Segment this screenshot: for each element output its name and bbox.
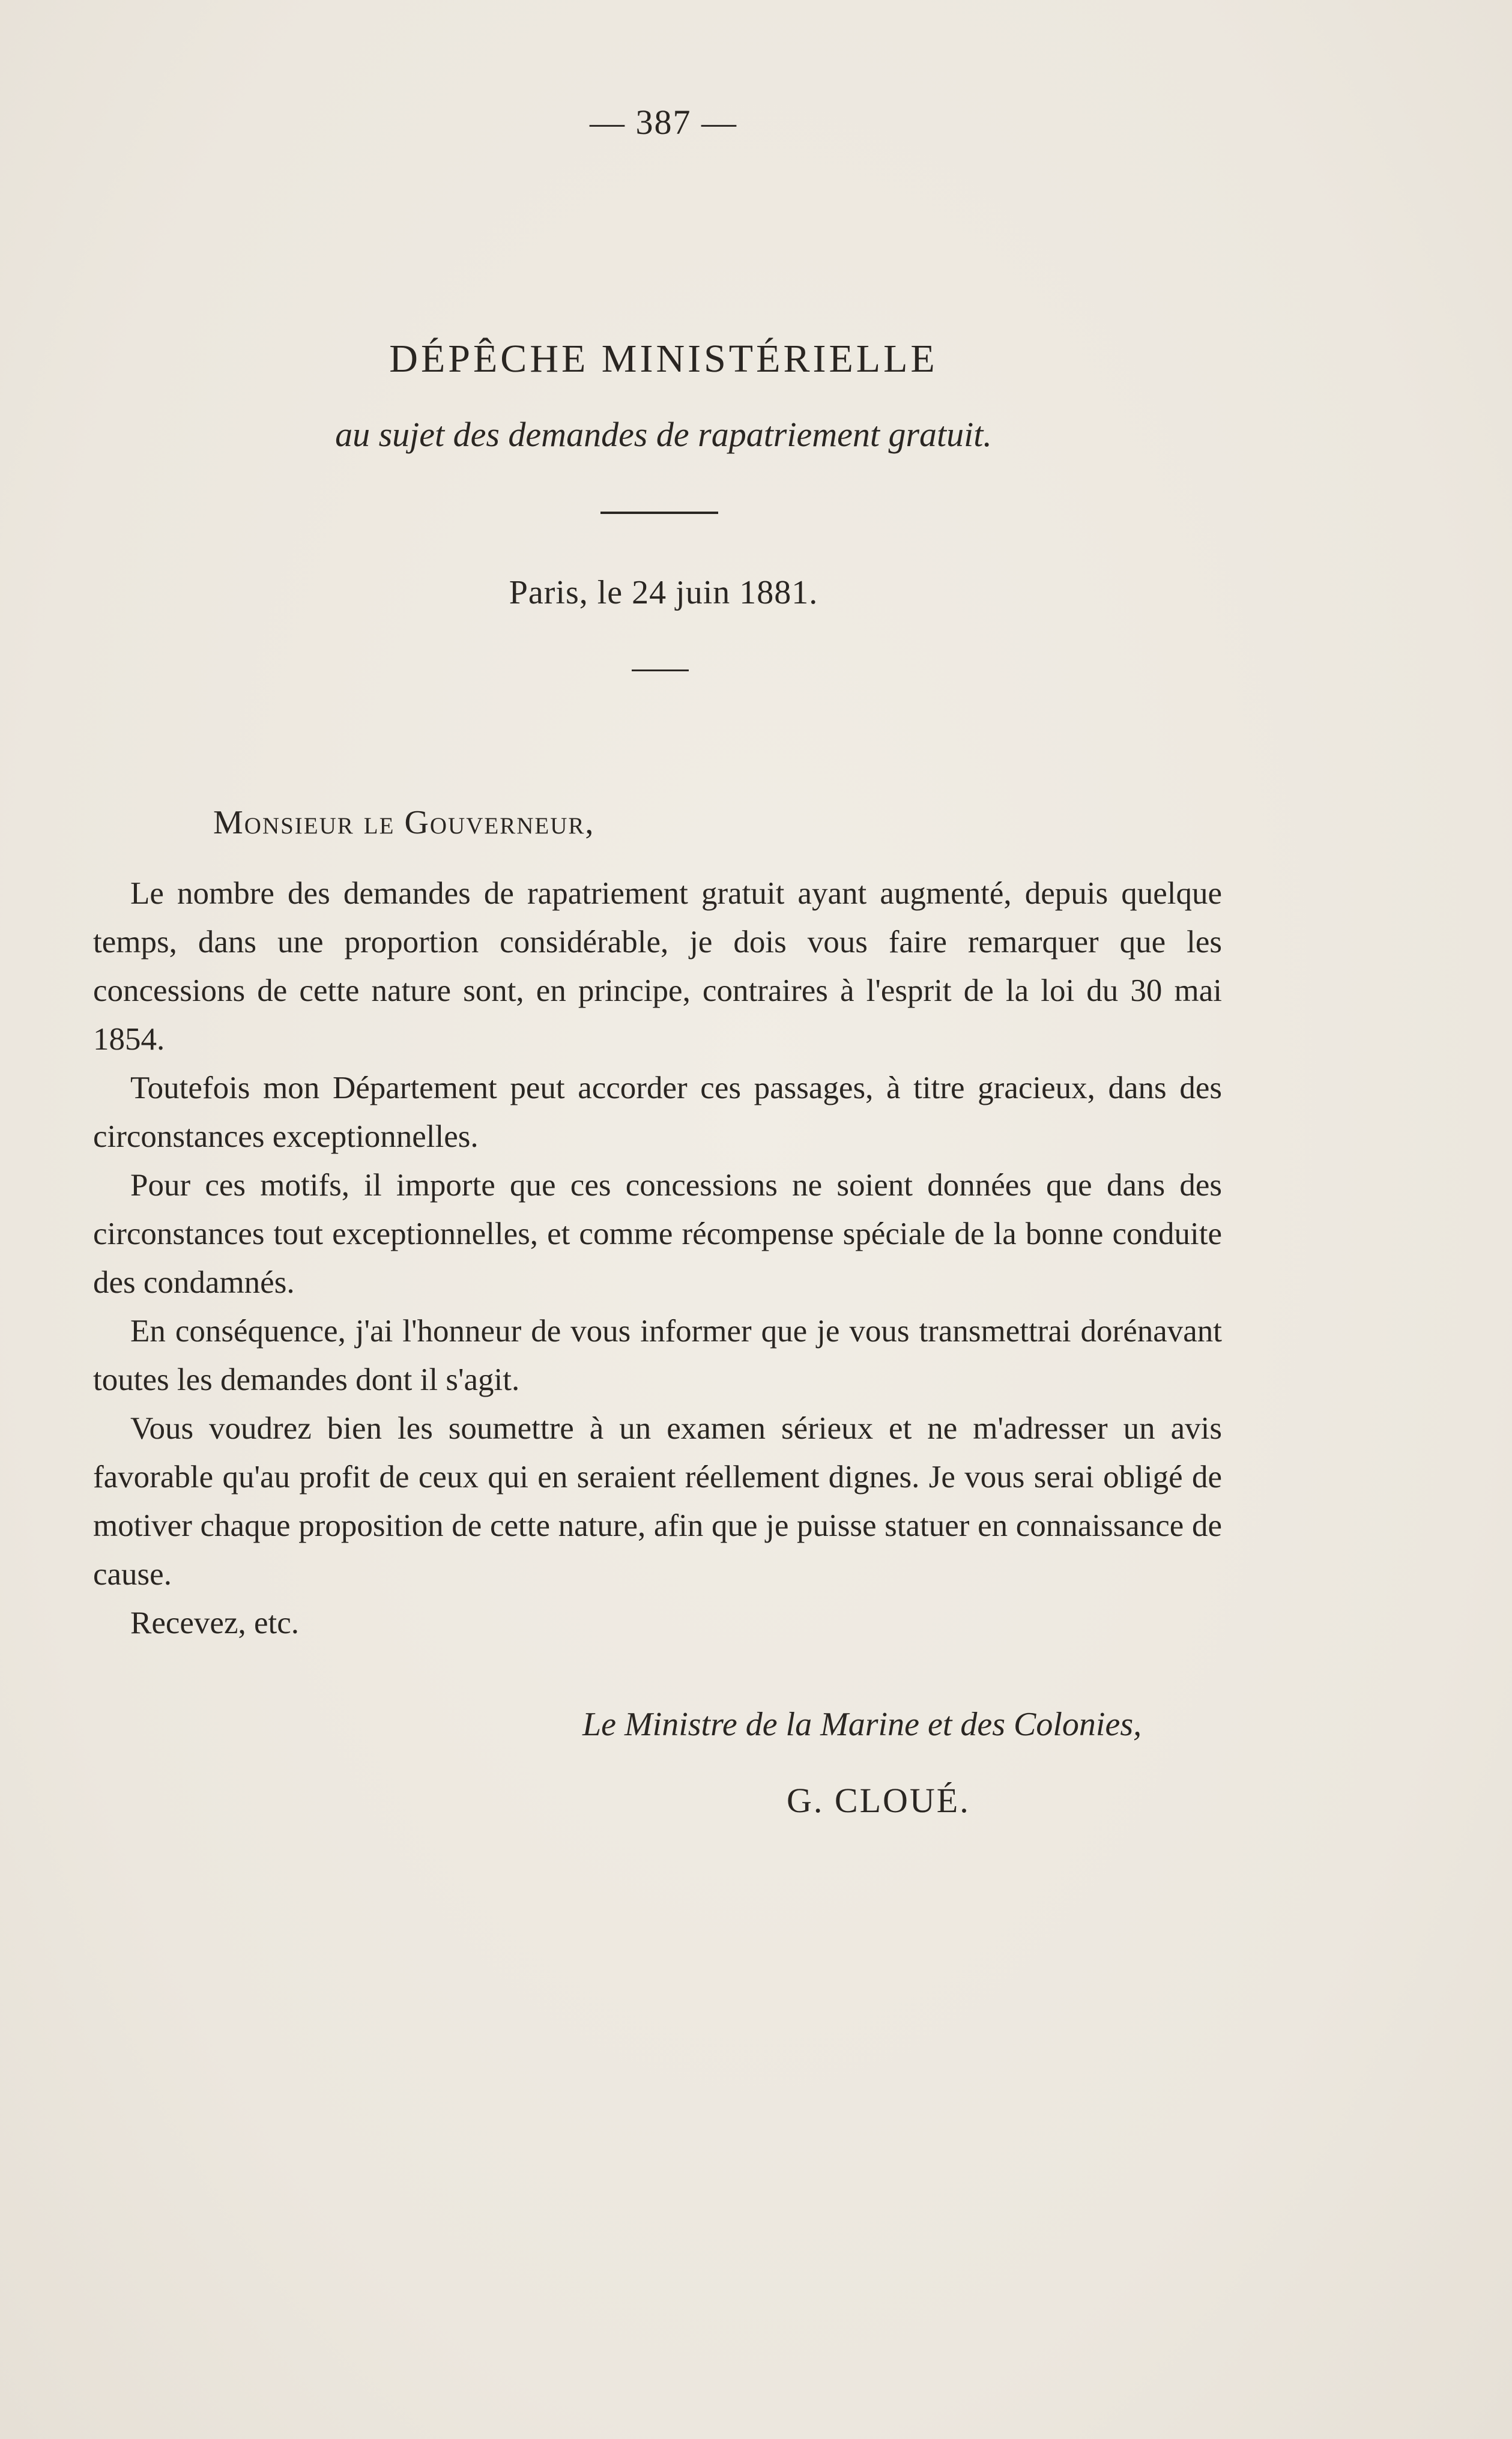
document-title: DÉPÊCHE MINISTÉRIELLE xyxy=(389,337,938,381)
document-subtitle: au sujet des demandes de rapatriement gratuit. xyxy=(335,415,992,454)
signature-name: G. CLOUÉ. xyxy=(787,1781,970,1820)
letter-body xyxy=(93,869,1222,1648)
title-divider xyxy=(600,512,718,514)
body-paragraph: Recevez, etc. xyxy=(130,1606,299,1640)
body-paragraph: Pour ces motifs, il importe que ces concessions ne soient données que dans des circonstances tout exceptionnelles, et comme récompense spéciale de la bonne conduite des condamnés. xyxy=(93,1168,1222,1300)
page-number: — 387 — xyxy=(590,103,737,142)
body-paragraph: En conséquence, j'ai l'honneur de vous informer que je vous transmettrai dorénavant toutes les demandes dont il s'agit. xyxy=(93,1314,1222,1397)
body-paragraph: Le nombre des demandes de rapatriement gratuit ayant augmenté, depuis quelque temps, dans une proportion considérable, je dois vous faire remarquer que les concessions de cette nature sont, en principe, contraires à l'esprit de la loi du 30 mai 1854. xyxy=(93,876,1222,1057)
date-divider xyxy=(632,669,689,671)
signature-title: Le Ministre de la Marine et des Colonies, xyxy=(582,1706,1142,1743)
body-paragraph: Toutefois mon Département peut accorder ces passages, à titre gracieux, dans des circonstances exceptionnelles. xyxy=(93,1071,1222,1154)
salutation: Monsieur le Gouverneur, xyxy=(213,804,595,841)
dateline: Paris, le 24 juin 1881. xyxy=(509,574,818,611)
body-paragraph: Vous voudrez bien les soumettre à un examen sérieux et ne m'adresser un avis favorable qu'au profit de ceux qui en seraient réellement dignes. Je vous serai obligé de motiver chaque proposition de cette nature, afin que je puisse statuer en connaissance de cause. xyxy=(93,1411,1222,1592)
